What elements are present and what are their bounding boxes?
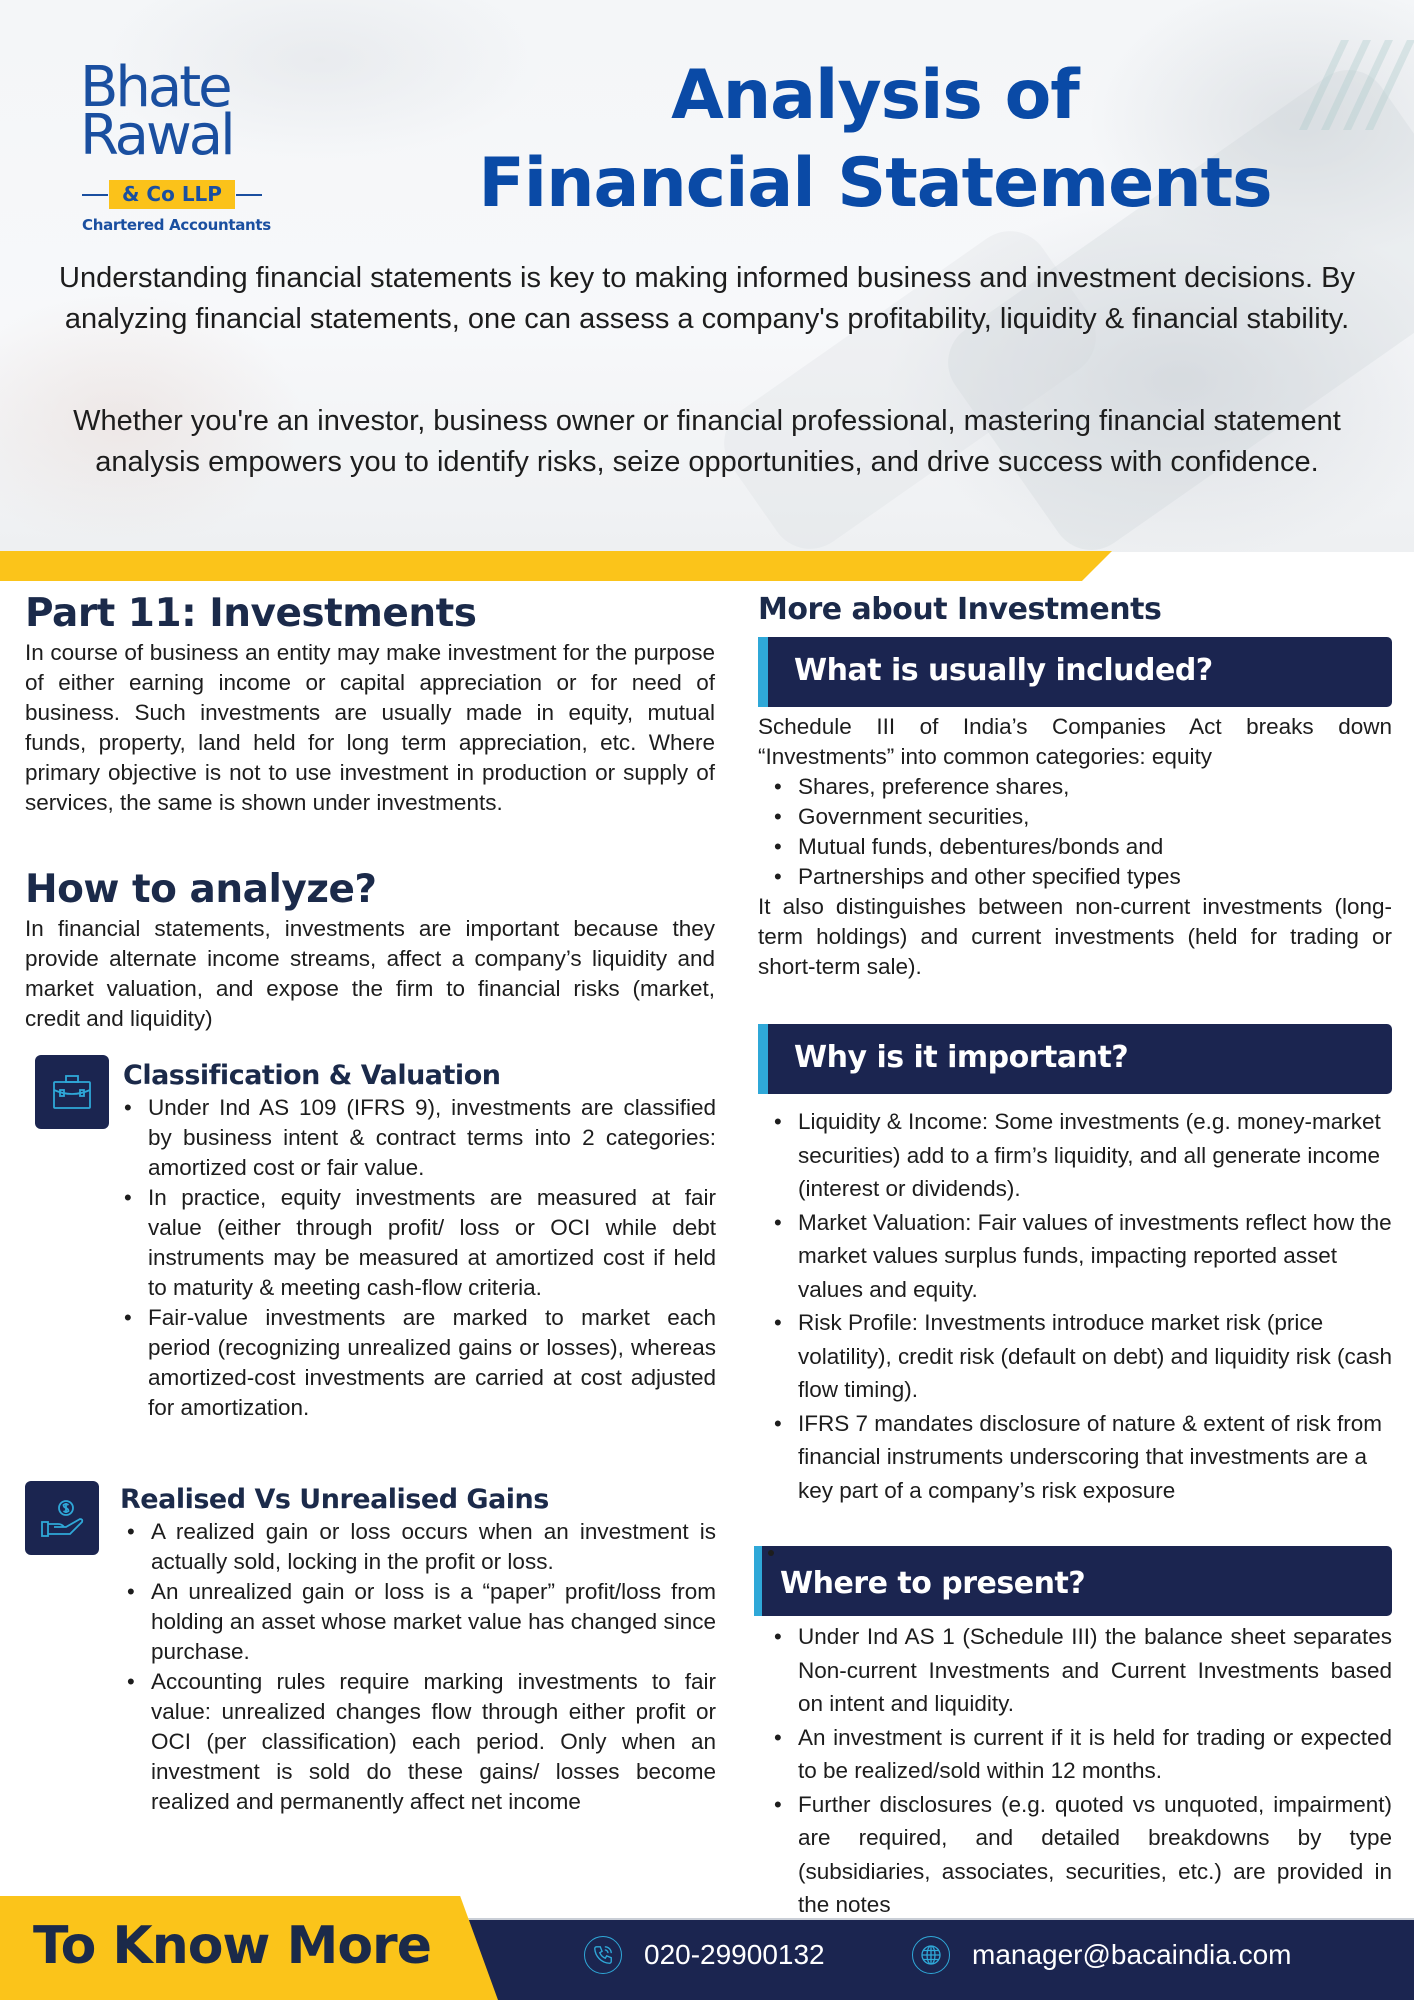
contact-email[interactable] [912,1935,1291,1975]
logo-tag-row [82,180,262,210]
list-item: • Risk Profile: Investments introduce market risk (price volatility), credit risk (default on debt) and liquidity risk (cash flow timing). [768,1306,1392,1407]
list-item: • Government securities, [768,802,1392,832]
list-item: • Accounting rules require marking investments to fair value: unrealized changes flow through either profit or OCI (per classification) each period. Only when an investment is sold do these gains/ losses become realized and permanently affect net income [121,1667,716,1817]
section-part-investments [25,590,715,818]
presentation-bullet-list [768,1620,1392,1922]
page-title-line-2: Financial Statements [478,144,1272,223]
page-title-line-1: Analysis of [671,56,1079,135]
email-link[interactable]: manager@bacaindia.com [972,1939,1292,1970]
list-item: • Under Ind AS 1 (Schedule III) the balance sheet separates Non-current Investments and Current Investments based on intent and liquidity. [768,1620,1392,1721]
phone-number-link[interactable]: 020-29900132 [644,1939,825,1970]
footer-cta-text: To Know More [33,1916,431,1976]
list-item: • Fair-value investments are marked to market each period (recognizing unrealized gains or losses), whereas amortized-cost investments are carried at cost adjusted for amortization. [118,1303,716,1423]
section-banner-included [758,637,1392,707]
section-banner-importance [758,1024,1392,1094]
list-item: • Under Ind AS 109 (IFRS 9), investments are classified by business intent & contract terms into 2 categories: amortized cost or fair value. [118,1093,716,1183]
logo-word-bhate: Bhate [80,55,230,120]
list-item: • An investment is current if it is held for trading or expected to be realized/sold within 12 months. [768,1721,1392,1788]
list-item: • Mutual funds, debentures/bonds and [768,832,1392,862]
logo-tag: & Co LLP [109,180,235,209]
list-item: • Partnerships and other specified types [768,862,1392,892]
analyze-body: In financial statements, investments are important because they provide alternate income streams, affect a company’s liquidity and market valuation, and expose the firm to financial risks (market, credit and liquidity) [25,916,715,1031]
logo-subtitle: Chartered Accountants [82,216,271,234]
list-item: • Market Valuation: Fair values of investments reflect how the market values surplus funds, impacting reported asset values and equity. [768,1206,1392,1307]
feature-title: Classification & Valuation [123,1060,501,1091]
list-item: • In practice, equity investments are measured at fair value (either through profit/ loss or OCI while debt instruments may be measured at amortized cost if held to maturity & meeting cash-flow criteria. [118,1183,716,1303]
company-logo [80,55,271,244]
intro-paragraph-1: Understanding financial statements is key to making informed business and investment decisions. By analyzing financial statements, one can assess a company's profitability, liquidity & financial stability. [59,262,1355,335]
included-outro: It also distinguishes between non-current investments (long-term holdings) and current investments (held for trading or short-term sale). [758,894,1392,979]
banner-title: Why is it important? [794,1040,1129,1075]
list-item: • A realized gain or loss occurs when an investment is actually sold, locking in the profit or loss. [121,1517,716,1577]
importance-bullet-list [768,1105,1392,1507]
feature-title: Realised Vs Unrealised Gains [120,1484,549,1515]
analyze-title: How to analyze? [25,867,377,912]
presentation-content [758,1620,1392,1922]
list-item: • Further disclosures (e.g. quoted vs unquoted, impairment) are required, and detailed breakdowns by type (subsidiaries, associates, securities, etc.) are provided in the notes [768,1788,1392,1922]
right-title: More about Investments [758,592,1162,627]
globe-icon [912,1936,950,1974]
logo-rule-right [236,194,262,196]
list-item: • An unrealized gain or loss is a “paper” profit/loss from holding an asset whose market value has changed since purchase. [121,1577,716,1667]
included-content [758,712,1392,982]
yellow-divider-band [0,551,1112,581]
intro-paragraph-2: Whether you're an investor, business owner or financial professional, mastering financial statement analysis empowers you to identify risks, seize opportunities, and drive success with confidence. [73,405,1341,478]
feature-bullet-list [118,1093,716,1423]
page-title [440,52,1310,228]
part-body: In course of business an entity may make investment for the purpose of either earning income or capital appreciation or for need of business. Such investments are usually made in equity, mutual funds, property, land held for long term appreciation, etc. Where primary objective is not to use investment in production or supply of services, the same is shown under investments. [25,640,715,815]
included-intro: Schedule III of India’s Companies Act breaks down “Investments” into common categories: equity [758,714,1392,769]
logo-word-rawal: Rawal [80,103,233,168]
section-how-to-analyze [25,866,715,1034]
part-title: Part 11: Investments [25,591,477,636]
contact-phone[interactable] [584,1935,825,1975]
section-more-about-investments [758,590,1392,1917]
hand-dollar-icon [25,1481,99,1555]
phone-icon [584,1936,622,1974]
included-bullet-list [768,772,1392,892]
hero-header [0,0,1414,552]
list-item: • IFRS 7 mandates disclosure of nature & extent of risk from financial instruments underscoring that investments are a key part of a company’s risk exposure [768,1407,1392,1508]
stray-bullet [768,1550,774,1556]
banner-title: Where to present? [780,1566,1086,1601]
list-item: • Shares, preference shares, [768,772,1392,802]
importance-content [758,1105,1392,1507]
section-banner-presentation [754,1546,1392,1616]
feature-bullet-list [121,1517,716,1817]
briefcase-icon [35,1055,109,1129]
logo-rule-left [82,194,108,196]
list-item: • Liquidity & Income: Some investments (e.g. money-market securities) add to a firm’s liquidity, and all generate income (interest or dividends). [768,1105,1392,1206]
banner-title: What is usually included? [794,653,1213,688]
